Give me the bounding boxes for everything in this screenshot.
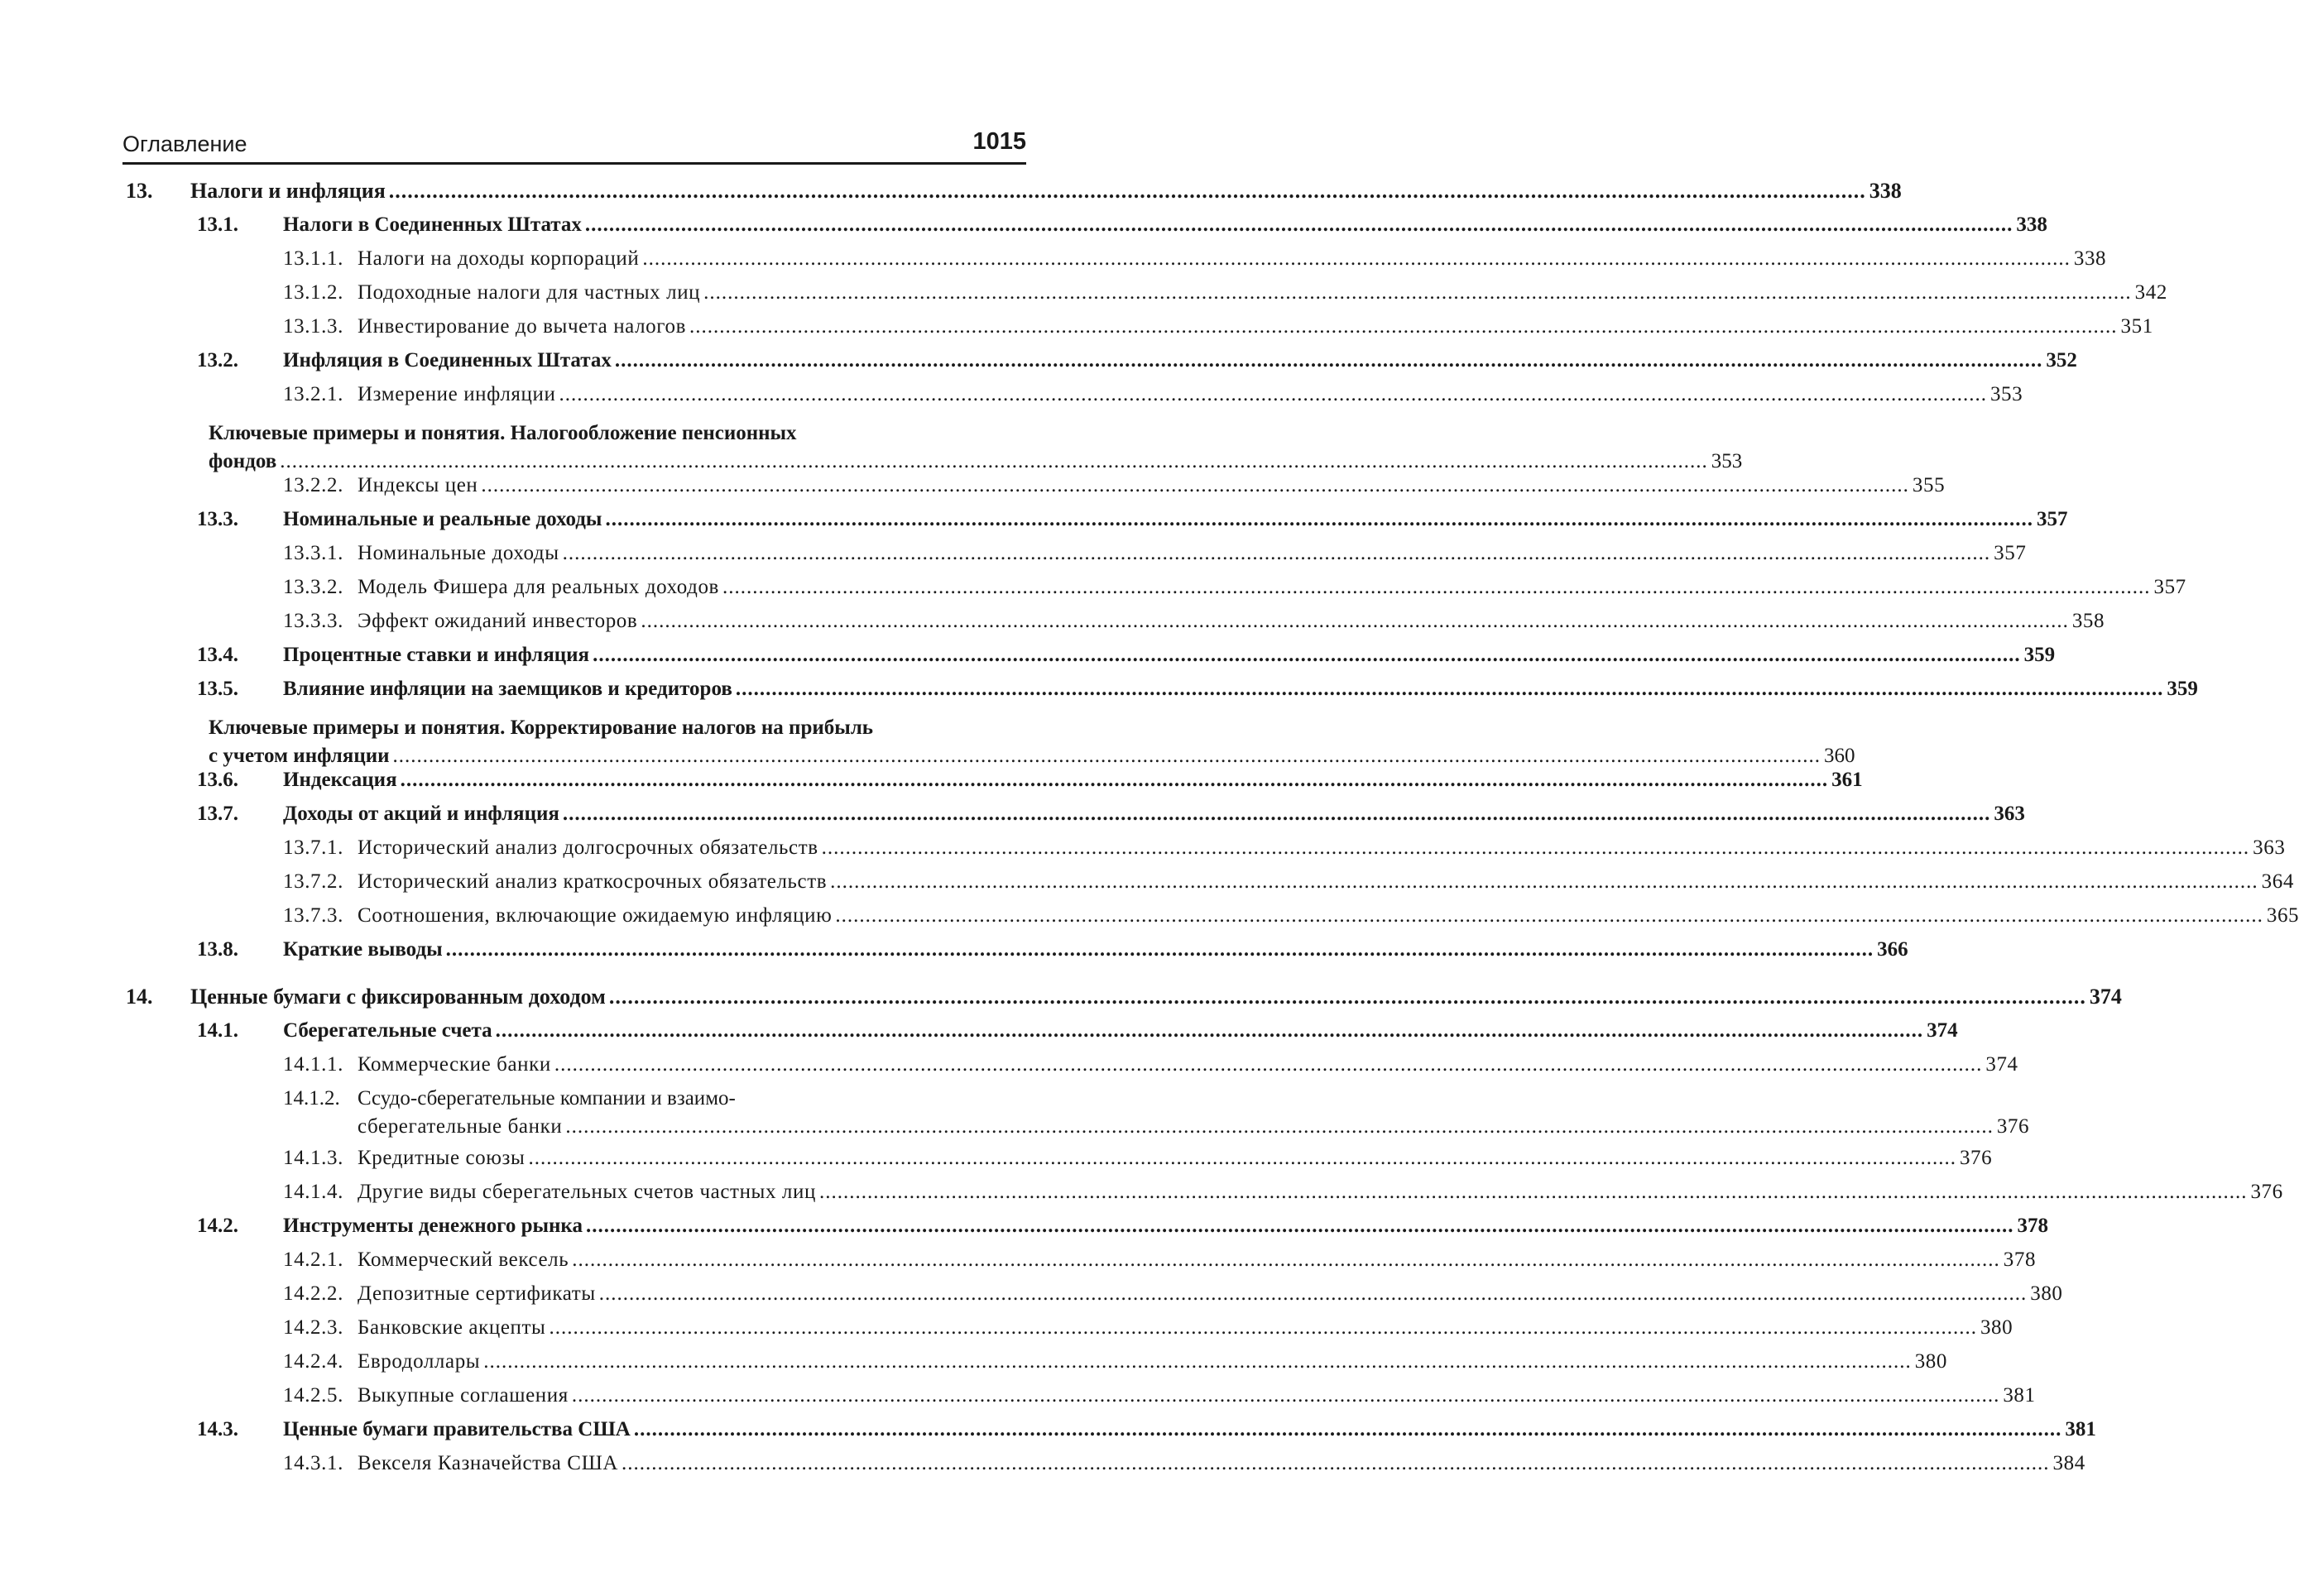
- entry-number: 13.7.: [197, 803, 238, 825]
- entry-number: 13.7.2.: [283, 870, 343, 893]
- entry-page: 338: [2016, 213, 2047, 236]
- dot-leader: ..............................................................................................................................................................................................................................................: [614, 349, 2043, 371]
- entry-title: Банковские акцепты: [358, 1316, 546, 1339]
- entry-page: 363: [2253, 836, 2286, 859]
- entry-page: 352: [2046, 349, 2077, 371]
- entry-number: 13.3.3.: [283, 610, 343, 632]
- toc-entry-sub[interactable]: [283, 1280, 2063, 1308]
- dot-leader: ..............................................................................................................................................................................................................................................: [703, 281, 2132, 304]
- entry-title: Доходы от акций и инфляция: [283, 803, 559, 825]
- entry-page: 342: [2134, 281, 2167, 304]
- entry-title: Эффект ожиданий инвесторов: [358, 610, 638, 632]
- entry-number: 13.7.3.: [283, 904, 343, 927]
- entry-title: Краткие выводы: [283, 938, 443, 961]
- entry-title: Инфляция в Соединенных Штатах: [283, 349, 612, 371]
- dot-leader: ..............................................................................................................................................................................................................................................: [392, 745, 1821, 767]
- dot-leader: ..............................................................................................................................................................................................................................................: [559, 383, 1987, 405]
- entry-page: 374: [1927, 1019, 1958, 1042]
- entry-number: 14.3.1.: [283, 1452, 343, 1474]
- entry-page: 357: [1994, 542, 2027, 564]
- entry-number: 13.6.: [197, 769, 238, 791]
- dot-leader: ..............................................................................................................................................................................................................................................: [598, 1282, 2028, 1305]
- toc-entry-sub[interactable]: [283, 1382, 2036, 1410]
- entry-page: 338: [1869, 179, 1902, 203]
- entry-number: 13.1.1.: [283, 247, 343, 270]
- toc-entry-sub[interactable]: [283, 607, 2105, 635]
- dot-leader: ..............................................................................................................................................................................................................................................: [400, 769, 1829, 791]
- page-number: 1015: [972, 128, 1026, 155]
- entry-number: 13.3.1.: [283, 542, 343, 564]
- dot-leader: ..............................................................................................................................................................................................................................................: [830, 870, 2258, 893]
- dot-leader: ..............................................................................................................................................................................................................................................: [554, 1053, 1983, 1076]
- entry-page: 378: [2003, 1249, 2037, 1271]
- entry-title: Евродоллары: [358, 1350, 481, 1373]
- entry-title: Исторический анализ долгосрочных обязательств: [358, 836, 818, 859]
- entry-title: Векселя Казначейства США: [358, 1452, 619, 1474]
- entry-page: 366: [1877, 938, 1908, 961]
- dot-leader: ..............................................................................................................................................................................................................................................: [722, 576, 2151, 598]
- dot-leader: ..............................................................................................................................................................................................................................................: [642, 247, 2071, 270]
- entry-number: 14.2.2.: [283, 1282, 343, 1305]
- dot-leader: ..............................................................................................................................................................................................................................................: [495, 1019, 1924, 1042]
- entry-number: 14.1.2.: [283, 1087, 340, 1110]
- entry-page: 359: [2167, 678, 2198, 700]
- dot-leader: ..............................................................................................................................................................................................................................................: [528, 1147, 1956, 1169]
- entry-page: 357: [2036, 508, 2068, 530]
- entry-number: 13.2.1.: [283, 383, 343, 405]
- key-examples-heading: Ключевые примеры и понятия. Налогообложение пенсионных: [209, 422, 797, 444]
- toc-entry-section[interactable]: [197, 211, 2047, 239]
- dot-leader: ..............................................................................................................................................................................................................................................: [605, 508, 2033, 530]
- entry-number: 14.2.1.: [283, 1249, 343, 1271]
- entry-title: фондов: [209, 450, 277, 472]
- entry-title: Депозитные сертификаты: [358, 1282, 596, 1305]
- entry-title-continuation: [358, 1113, 2030, 1141]
- dot-leader: ..............................................................................................................................................................................................................................................: [565, 1115, 1994, 1138]
- entry-title: Налоги на доходы корпораций: [358, 247, 640, 270]
- toc-entry-sub[interactable]: [283, 381, 2023, 409]
- entry-number: 13.3.: [197, 508, 238, 530]
- entry-title: Исторический анализ краткосрочных обязательств: [358, 870, 828, 893]
- entry-page: 376: [2250, 1181, 2283, 1203]
- entry-title: Индексы цен: [358, 474, 478, 496]
- toc-entry-sub[interactable]: [283, 1348, 1948, 1376]
- toc-entry-sub[interactable]: [283, 573, 2186, 601]
- toc-entry-section[interactable]: [197, 936, 1908, 964]
- dot-leader: ..............................................................................................................................................................................................................................................: [562, 542, 1991, 564]
- entry-page: 376: [1996, 1115, 2030, 1138]
- dot-leader: ..............................................................................................................................................................................................................................................: [562, 803, 1991, 825]
- entry-title: Налоги в Соединенных Штатах: [283, 213, 582, 236]
- entry-title: Соотношения, включающие ожидаемую инфляцию: [358, 904, 833, 927]
- entry-page: 359: [2023, 644, 2056, 666]
- entry-title: с учетом инфляции: [209, 745, 390, 767]
- toc-entry-sub[interactable]: [283, 902, 2299, 930]
- entry-title: Модель Фишера для реальных доходов: [358, 576, 719, 598]
- entry-page: 381: [2003, 1384, 2036, 1407]
- toc-entry-sub[interactable]: [283, 1314, 2013, 1342]
- toc-entry-section[interactable]: [197, 1212, 2048, 1240]
- entry-number: 14.2.3.: [283, 1316, 343, 1339]
- toc-entry-section[interactable]: [197, 1416, 2096, 1444]
- toc-entry-section[interactable]: [197, 675, 2198, 703]
- entry-title: Ценные бумаги правительства США: [283, 1418, 631, 1440]
- entry-title: Инвестирование до вычета налогов: [358, 315, 687, 338]
- entry-number: 13.3.2.: [283, 576, 343, 598]
- entry-number: 14.: [126, 985, 153, 1009]
- dot-leader: ..............................................................................................................................................................................................................................................: [483, 1350, 1912, 1373]
- entry-page: 361: [1831, 769, 1863, 791]
- entry-page: 353: [1989, 383, 2023, 405]
- toc-entry-sub[interactable]: [283, 472, 1946, 500]
- entry-title: Ценные бумаги с фиксированным доходом: [190, 985, 606, 1009]
- entry-page: 380: [1980, 1316, 2013, 1339]
- toc-entry-section[interactable]: [197, 641, 2056, 669]
- entry-number: 14.1.1.: [283, 1053, 343, 1076]
- entry-title: Влияние инфляции на заемщиков и кредиторов: [283, 678, 732, 700]
- dot-leader: ..............................................................................................................................................................................................................................................: [584, 213, 2013, 236]
- entry-page: 380: [1914, 1350, 1948, 1373]
- dot-leader: ..............................................................................................................................................................................................................................................: [689, 315, 2118, 338]
- dot-leader: ..............................................................................................................................................................................................................................................: [280, 450, 1708, 472]
- toc-entry-section[interactable]: [197, 766, 1863, 794]
- entry-title: Номинальные и реальные доходы: [283, 508, 602, 530]
- entry-title: Налоги и инфляция: [190, 179, 386, 203]
- entry-number: 13.2.: [197, 349, 238, 371]
- toc-entry-sub[interactable]: [283, 313, 2153, 341]
- dot-leader: ..............................................................................................................................................................................................................................................: [481, 474, 1909, 496]
- toc-entry-section[interactable]: [197, 506, 2068, 534]
- dot-leader: ..............................................................................................................................................................................................................................................: [572, 1249, 2000, 1271]
- toc-entry-sub[interactable]: [283, 1246, 2037, 1274]
- entry-page: 355: [1912, 474, 1946, 496]
- entry-page: 363: [1994, 803, 2025, 825]
- entry-number: 14.2.: [197, 1215, 238, 1237]
- dot-leader: ..............................................................................................................................................................................................................................................: [622, 1452, 2050, 1474]
- entry-number: 14.1.4.: [283, 1181, 343, 1203]
- dot-leader: ..............................................................................................................................................................................................................................................: [585, 1215, 2014, 1237]
- entry-page: 365: [2266, 904, 2299, 927]
- toc-entry-section[interactable]: [197, 800, 2025, 828]
- toc-entry-section[interactable]: [197, 1017, 1958, 1045]
- entry-page: 338: [2073, 247, 2107, 270]
- entry-number: 13.5.: [197, 678, 238, 700]
- dot-leader: ..............................................................................................................................................................................................................................................: [633, 1418, 2062, 1440]
- entry-page: 364: [2261, 870, 2294, 893]
- toc-entry-sub[interactable]: [283, 539, 2027, 568]
- entry-number: 13.4.: [197, 644, 238, 666]
- key-examples-heading: Ключевые примеры и понятия. Корректирование налогов на прибыль: [209, 717, 874, 739]
- entry-page: 384: [2052, 1452, 2085, 1474]
- dot-leader: ..............................................................................................................................................................................................................................................: [445, 938, 1874, 961]
- toc-entry-chapter[interactable]: [126, 177, 1902, 205]
- entry-page: 374: [2089, 985, 2122, 1009]
- entry-title: Ссудо-сберегательные компании и взаимо-: [358, 1087, 736, 1110]
- entry-page: 374: [1985, 1053, 2018, 1076]
- dot-leader: ..............................................................................................................................................................................................................................................: [608, 985, 2086, 1009]
- toc-entry-sub[interactable]: [283, 1450, 2085, 1478]
- dot-leader: ..............................................................................................................................................................................................................................................: [593, 644, 2021, 666]
- entry-page: 357: [2153, 576, 2186, 598]
- toc-entry-sub[interactable]: [283, 868, 2294, 896]
- entry-number: 14.1.3.: [283, 1147, 343, 1169]
- dot-leader: ..............................................................................................................................................................................................................................................: [818, 1181, 2248, 1203]
- toc-entry-sub2[interactable]: [283, 1085, 1020, 1113]
- entry-number: 14.3.: [197, 1418, 238, 1440]
- dot-leader: ..............................................................................................................................................................................................................................................: [549, 1316, 1977, 1339]
- entry-title: Измерение инфляции: [358, 383, 556, 405]
- dot-leader: ..............................................................................................................................................................................................................................................: [571, 1384, 2000, 1407]
- entry-title: Коммерческий вексель: [358, 1249, 569, 1271]
- entry-title-line2: сберегательные банки: [358, 1115, 563, 1138]
- dot-leader: ..............................................................................................................................................................................................................................................: [388, 179, 1866, 203]
- entry-title: Инструменты денежного рынка: [283, 1215, 583, 1237]
- entry-title: Подоходные налоги для частных лиц: [358, 281, 701, 304]
- entry-page: 358: [2071, 610, 2105, 632]
- toc-entry-sub[interactable]: [283, 834, 2286, 862]
- entry-title: Другие виды сберегательных счетов частных лиц: [358, 1181, 816, 1203]
- toc-entry-section[interactable]: [197, 347, 2077, 375]
- entry-title: Коммерческие банки: [358, 1053, 551, 1076]
- dot-leader: ..............................................................................................................................................................................................................................................: [821, 836, 2250, 859]
- entry-title: Сберегательные счета: [283, 1019, 492, 1042]
- entry-page: 376: [1959, 1147, 1993, 1169]
- entry-title: Номинальные доходы: [358, 542, 559, 564]
- toc-entry-sub[interactable]: [283, 1144, 1993, 1172]
- entry-page: 381: [2065, 1418, 2096, 1440]
- entry-number: 13.7.1.: [283, 836, 343, 859]
- entry-page: 378: [2017, 1215, 2048, 1237]
- toc-entry-chapter[interactable]: [126, 983, 2122, 1011]
- entry-number: 13.1.2.: [283, 281, 343, 304]
- dot-leader: ..............................................................................................................................................................................................................................................: [641, 610, 2069, 632]
- entry-title: Процентные ставки и инфляция: [283, 644, 590, 666]
- entry-page: 380: [2030, 1282, 2063, 1305]
- toc-entry-sub[interactable]: [283, 1051, 2018, 1079]
- dot-leader: ..............................................................................................................................................................................................................................................: [735, 678, 2164, 700]
- entry-number: 13.8.: [197, 938, 238, 961]
- entry-page: 351: [2120, 315, 2153, 338]
- entry-number: 14.2.4.: [283, 1350, 343, 1373]
- entry-title: Кредитные союзы: [358, 1147, 526, 1169]
- entry-title: Индексация: [283, 769, 397, 791]
- entry-number: 13.: [126, 179, 153, 203]
- toc-entry-sub[interactable]: [283, 279, 2167, 307]
- toc-entry-sub[interactable]: [283, 1178, 2283, 1206]
- toc-entry-sub[interactable]: [283, 245, 2107, 273]
- entry-number: 13.2.2.: [283, 474, 343, 496]
- entry-page: 353: [1711, 450, 1743, 472]
- entry-number: 14.1.: [197, 1019, 238, 1042]
- dot-leader: ..............................................................................................................................................................................................................................................: [835, 904, 2263, 927]
- entry-title: Выкупные соглашения: [358, 1384, 569, 1407]
- entry-number: 13.1.: [197, 213, 238, 236]
- running-head-title: Оглавление: [122, 132, 247, 156]
- entry-number: 13.1.3.: [283, 315, 343, 338]
- entry-page: 360: [1824, 745, 1855, 767]
- entry-number: 14.2.5.: [283, 1384, 343, 1407]
